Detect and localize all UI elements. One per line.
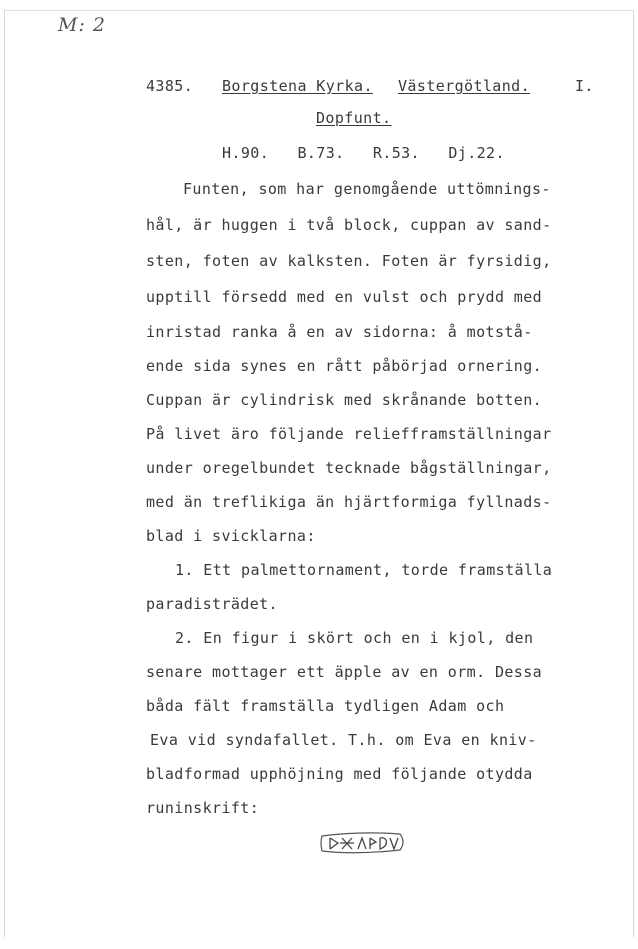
- body-line: Cuppan är cylindrisk med skrånande botten.: [146, 391, 543, 409]
- handwritten-margin-note: M: 2: [58, 14, 106, 36]
- body-line: ende sida synes en rått påbörjad ornering.: [146, 357, 543, 375]
- runic-inscription-sketch-icon: [316, 828, 408, 858]
- body-line: 2. En figur i skört och en i kjol, den: [175, 629, 534, 647]
- body-line: sten, foten av kalksten. Foten är fyrsidig,: [146, 252, 552, 270]
- page-top-edge: [4, 10, 634, 11]
- body-line: 1. Ett palmettornament, torde framställa: [175, 561, 553, 579]
- object-title: Dopfunt.: [316, 109, 392, 127]
- body-line: under oregelbundet tecknade bågställningar,: [146, 459, 552, 477]
- body-line: Funten, som har genomgående uttömnings-: [183, 180, 551, 198]
- body-line: paradisträdet.: [146, 595, 279, 613]
- body-line: bladformad upphöjning med följande otydda: [146, 765, 533, 783]
- volume-number: I.: [575, 77, 594, 95]
- body-line: Eva vid syndafallet. T.h. om Eva en kniv-: [150, 731, 537, 749]
- body-line: På livet äro följande reliefframställningar: [146, 425, 552, 443]
- page-left-edge: [4, 10, 5, 937]
- body-line: hål, är huggen i två block, cuppan av sand-: [146, 216, 552, 234]
- body-line: senare mottager ett äpple av en orm. Dessa: [146, 663, 543, 681]
- body-line: upptill försedd med en vulst och prydd med: [146, 288, 543, 306]
- body-line: med än treflikiga än hjärtformiga fyllnads-: [146, 493, 552, 511]
- province-name: Västergötland.: [398, 77, 531, 95]
- church-name: Borgstena Kyrka.: [222, 77, 373, 95]
- dimensions-line: H.90. B.73. R.53. Dj.22.: [222, 144, 505, 162]
- body-line: båda fält framställa tydligen Adam och: [146, 697, 505, 715]
- catalog-number: 4385.: [146, 77, 194, 95]
- body-line: blad i svicklarna:: [146, 527, 316, 545]
- body-line: runinskrift:: [146, 799, 260, 817]
- page-right-edge: [633, 10, 634, 937]
- body-line: inristad ranka å en av sidorna: å motstå-: [146, 323, 533, 341]
